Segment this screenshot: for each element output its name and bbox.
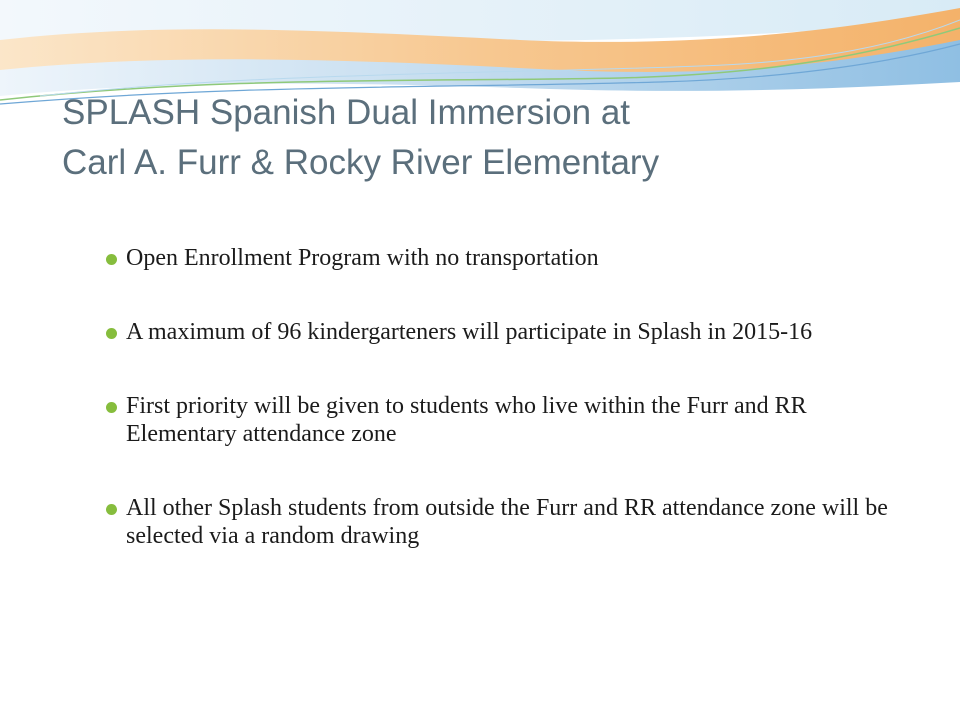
- bullet-dot-icon: [106, 254, 117, 265]
- bullet-text: Open Enrollment Program with no transportation: [126, 245, 599, 271]
- bullet-dot-icon: [106, 402, 117, 413]
- bullet-text: All other Splash students from outside the Furr and RR attendance zone will be selected via a random drawing: [126, 495, 888, 549]
- bullet-item: [106, 318, 906, 346]
- slide-title-line-2: Carl A. Furr & Rocky River Elementary: [62, 143, 660, 182]
- slide-title-line-1: SPLASH Spanish Dual Immersion at: [62, 93, 631, 132]
- bullet-item: [106, 494, 906, 550]
- bullet-text: A maximum of 96 kindergarteners will participate in Splash in 2015-16: [126, 319, 813, 345]
- bullet-dot-icon: [106, 504, 117, 515]
- bullet-item: [106, 392, 906, 448]
- bullet-list: [106, 244, 906, 596]
- bullet-item: [106, 244, 906, 272]
- bullet-dot-icon: [106, 328, 117, 339]
- slide-title: [62, 88, 922, 188]
- bullet-text: First priority will be given to students who live within the Furr and RR Elementary attendance zone: [126, 393, 807, 447]
